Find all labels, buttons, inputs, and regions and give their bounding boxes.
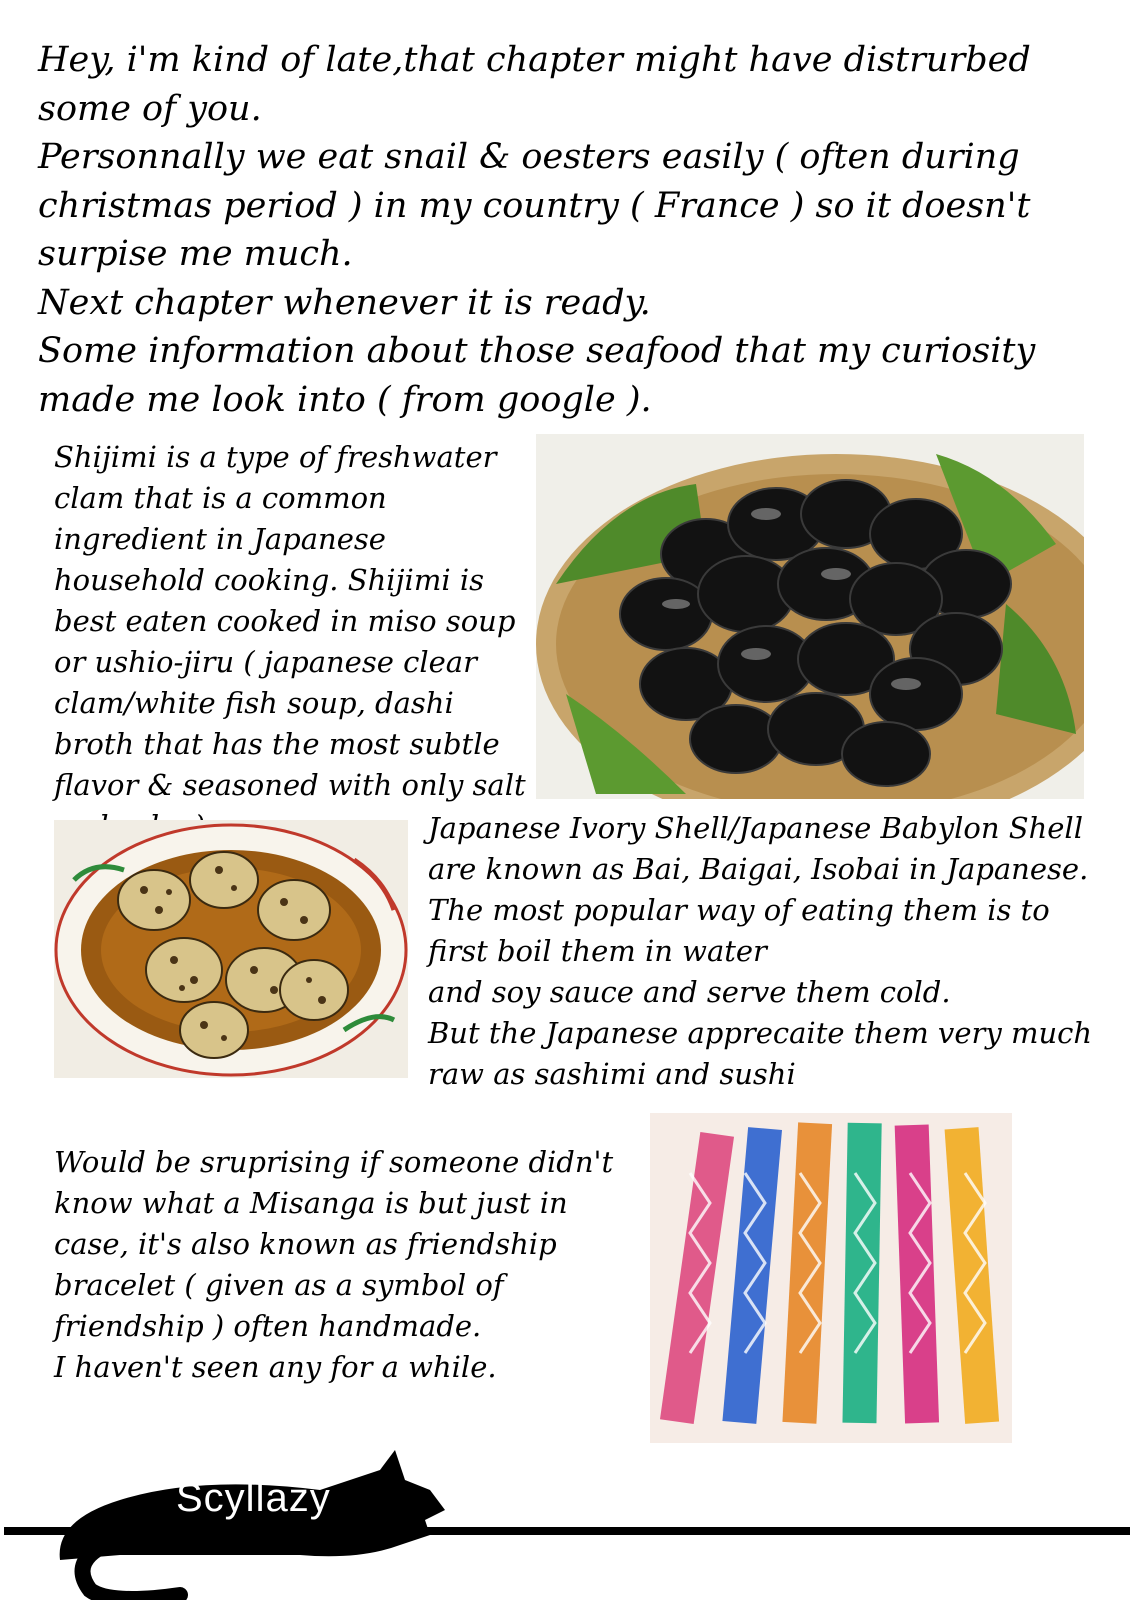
- clam-basket-image: [536, 434, 1084, 799]
- babylon-line: Japanese Ivory Shell/Japanese Babylon Shell are known as Bai, Baigai, Isobai in Japanese.: [428, 811, 1089, 886]
- shijimi-paragraph: Shijimi is a type of freshwater clam that is a common ingredient in Japanese household cooking. Shijimi is best eaten cooked in miso soup or ushio-jiru ( japanese clear clam/white fish soup, dashi broth that has the most subtle flavor & seasoned with only salt: [54, 440, 526, 802]
- shijimi-clams-photo: [536, 434, 1084, 799]
- misanga-line: I haven't seen any for a while.: [54, 1350, 497, 1384]
- cat-silhouette-icon: [0, 1450, 470, 1600]
- intro-text: [38, 36, 1098, 424]
- intro-line: Some information about those seafood that my curiosity made me look into ( from google ).: [38, 331, 1036, 420]
- babylon-shell-photo: [54, 820, 408, 1078]
- intro-line: Next chapter whenever it is ready.: [38, 282, 651, 323]
- babylon-line: The most popular way of eating them is to first boil them in water: [428, 893, 1050, 968]
- intro-line: Hey, i'm kind of late,that chapter might have distrurbed some of you.: [38, 40, 1031, 129]
- intro-line: Personnally we eat snail & oesters easily ( often during christmas period ) in my country ( France ) so it doesn't surpise me much.: [38, 137, 1031, 274]
- author-signature: Scyllazy: [176, 1476, 331, 1520]
- babylon-shell-description: [428, 808, 1108, 1095]
- friendship-bracelets-photo: [650, 1113, 1012, 1443]
- shell-bowl-image: [54, 820, 408, 1078]
- cat-drawing: [0, 1450, 470, 1600]
- babylon-line: and soy sauce and serve them cold.: [428, 975, 951, 1009]
- misanga-description: [54, 1142, 624, 1388]
- shijimi-description: [54, 437, 534, 847]
- babylon-line: But the Japanese apprecaite them very much raw as sashimi and sushi: [428, 1016, 1093, 1091]
- bracelets-image: [650, 1113, 1012, 1443]
- misanga-line: Would be sruprising if someone didn't know what a Misanga is but just in case, it's also known as friendship bracelet ( given as a symbol of friendship ) often handmade.: [54, 1145, 614, 1343]
